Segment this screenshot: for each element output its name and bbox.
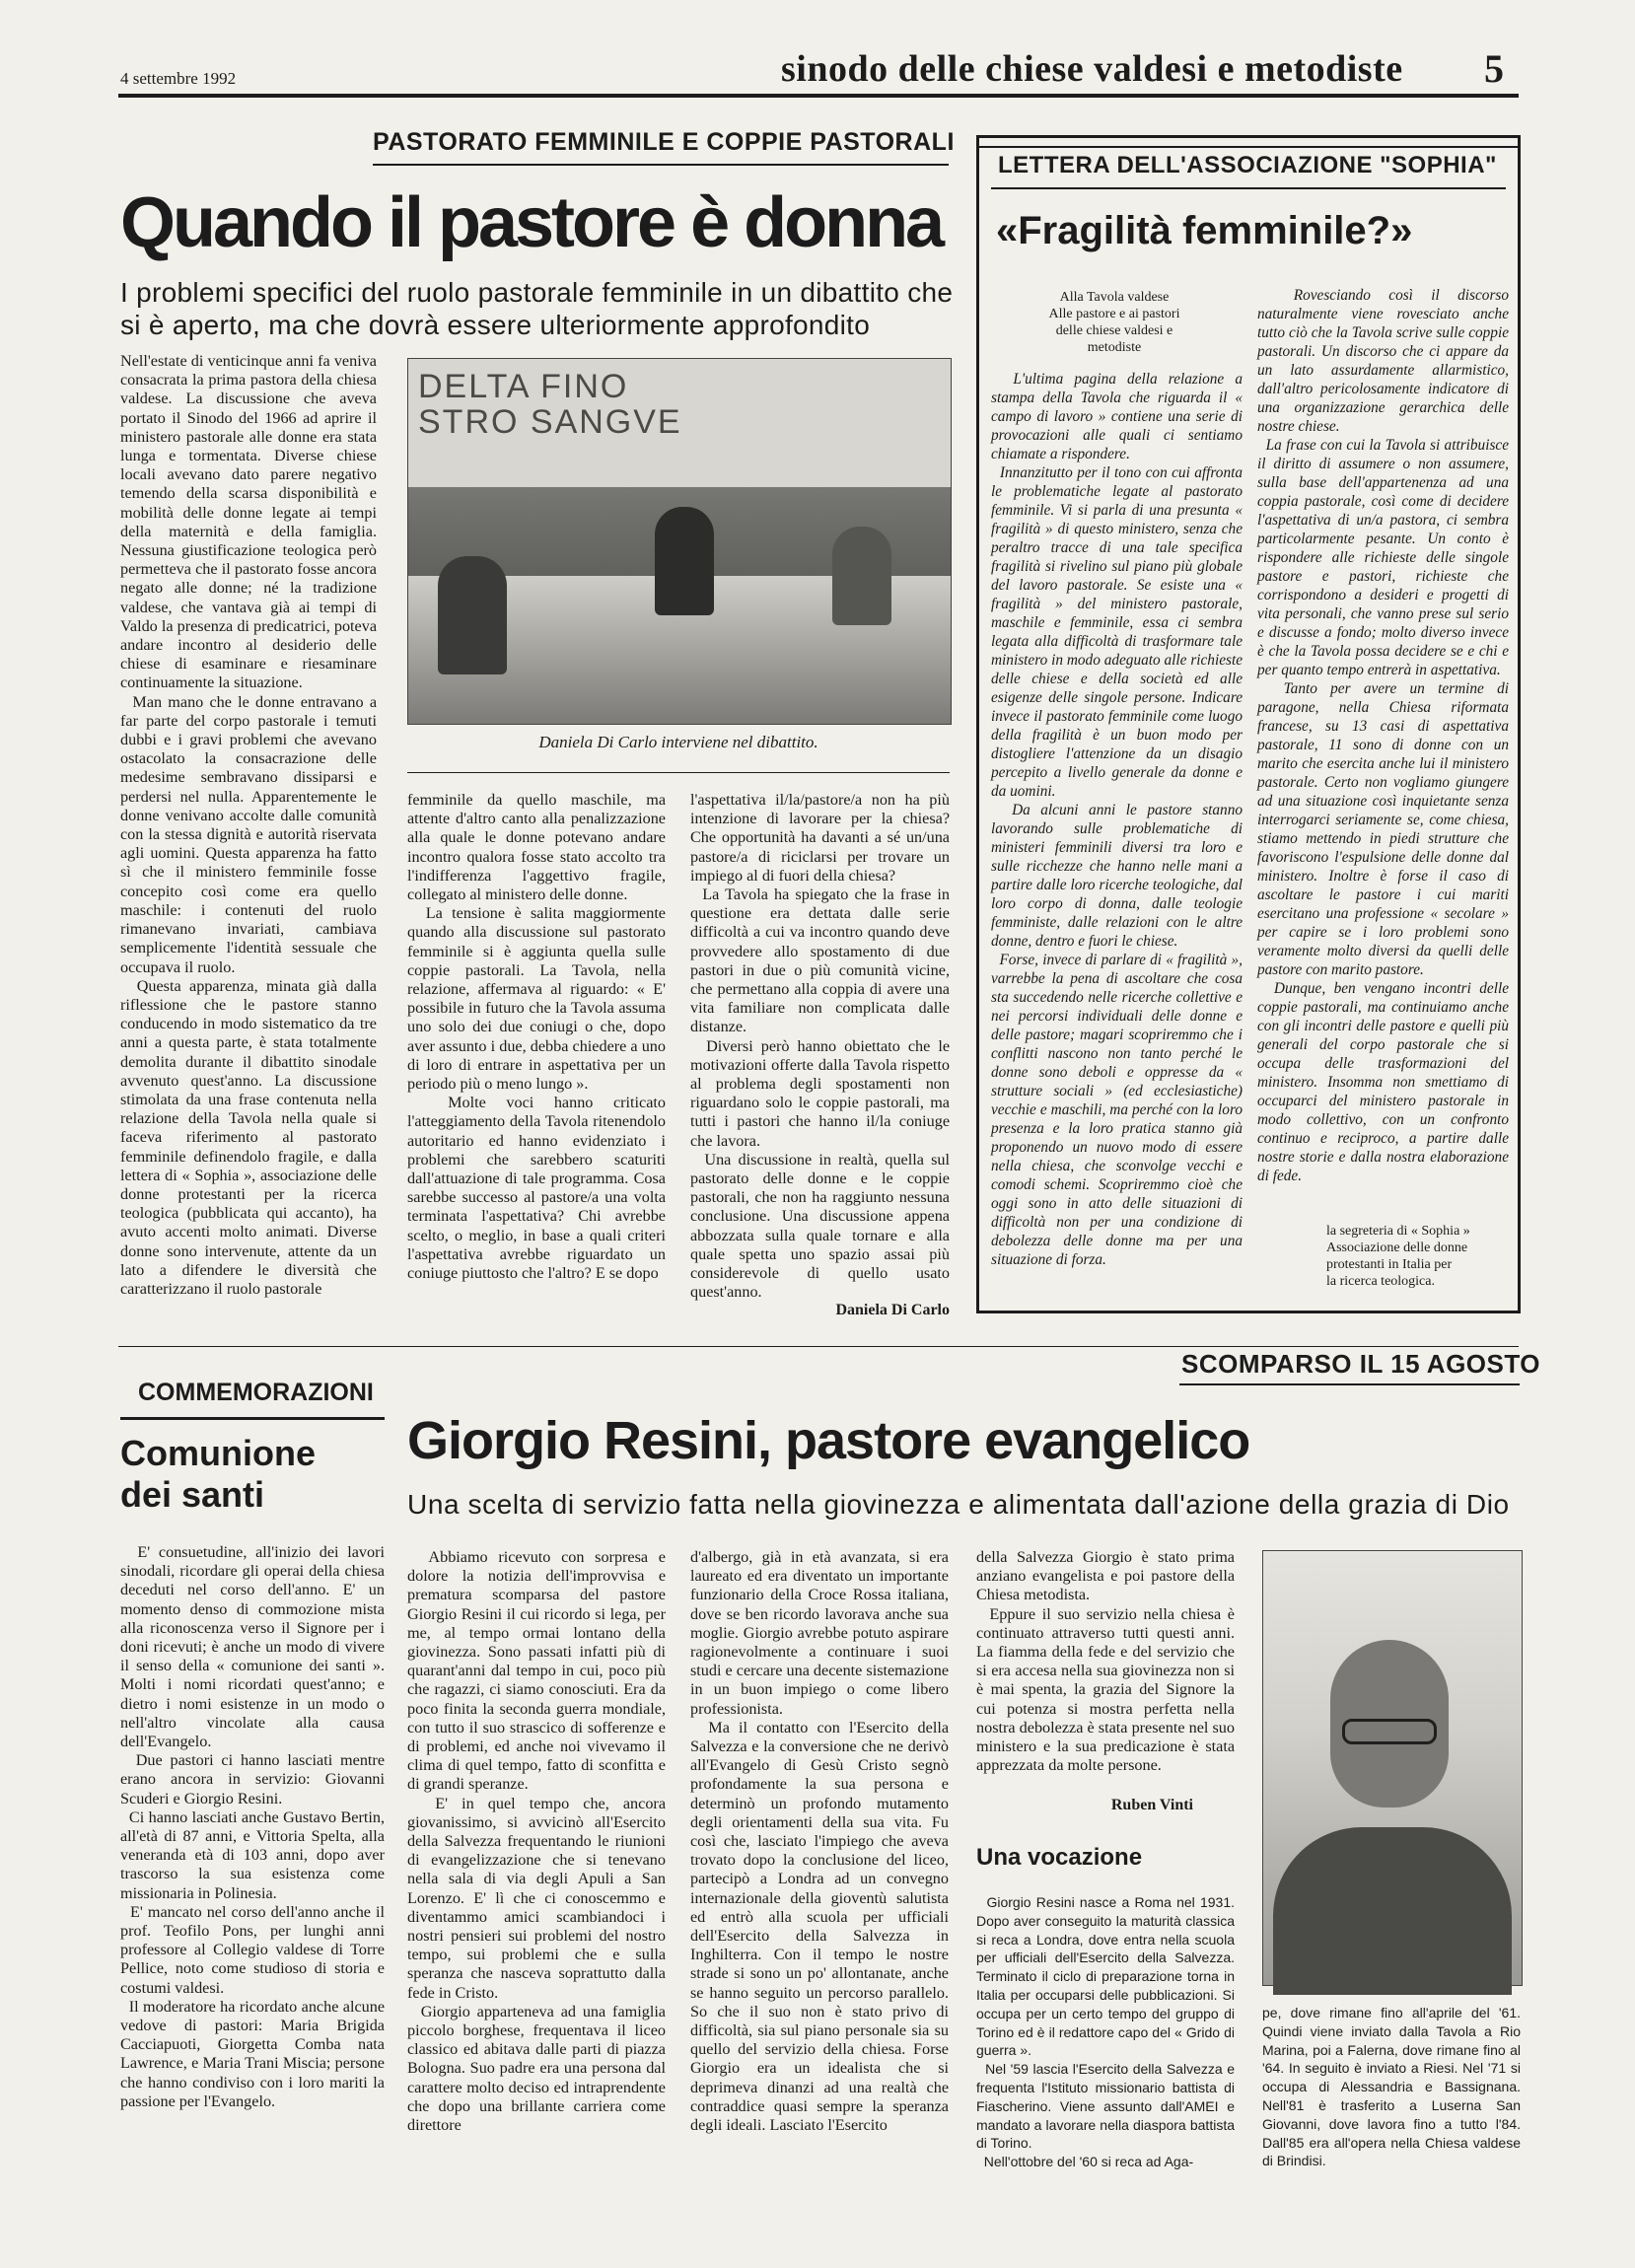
resini-author: Ruben Vinti [1110,1797,1193,1813]
portrait-glasses [1342,1719,1437,1744]
main-article-author: Daniela Di Carlo [835,1302,950,1318]
photo-caption: Daniela Di Carlo interviene nel dibattito. [538,733,818,751]
resini-kicker: SCOMPARSO IL 15 AGOSTO [1181,1349,1540,1379]
vocazione-subhead: Una vocazione [976,1844,1143,1871]
sophia-kicker: LETTERA DELL'ASSOCIAZIONE "SOPHIA" [998,152,1497,178]
resini-portrait-photo [1262,1550,1523,1986]
kicker-rule [373,164,949,166]
main-deck: I problemi specifici del ruolo pastorale femminile in un dibattito che si è aperto, ma che dovrà essere ulteriormente approfondito [120,277,954,340]
photo-figure-left [438,556,507,674]
resini-column-3: della Salvezza Giorgio è stato prima anziano evangelista e poi pastore della Chiesa metodista. Eppure il suo servizio nella chiesa è continuato attraverso tutti questi anni. La fiamma della fede e del servizio che si era accesa nella sua giovinezza non si è mai spenta, la grazia del Signore la cui potenza si mostra perfetta nella nostra debolezza è stata presente nel suo ministero e la sua predicazione è stata apprezzata da molte persone. [976,1548,1235,1775]
main-article-column-3: l'aspettativa il/la/pastore/a non ha più intenzione di lavorare per la chiesa? Che opportunità ha davanti a sé un/una pastore/a di riciclarsi per trovare un impiego al di fuori della chiesa? La Tavola ha spiegato che la frase in questione era dettata dalle serie difficoltà a cui va incontro quando deve provvedere allo spostamento di due pastori in due o più comunità vicine, che permettano alla coppia di avere una vita familiare non complicata dalle distanze. Diversi però hanno obiettato che le motivazioni offerte dalla Tavola rispetto al problema degli spostamenti non riguardano solo le coppie pastorali, ma tutti i pastori che hanno il/la coniuge che lavora. Una discussione in realtà, quella sul pastorato delle donne e le coppie pastorali, che non ha raggiunto nessuna conclusione. Una discussione appena abbozzata sulla quale tornare e alla quale spetta uno spazio assai più considerevole di quello usato quest'anno. [690,791,951,1302]
commemorazioni-label: COMMEMORAZIONI [138,1379,374,1406]
section-divider [118,1346,1519,1347]
photo-figure-right [832,527,891,625]
main-article-column-2: femminile da quello maschile, ma attente d'altro canto alla penalizzazione alla quale le donne potevano andare incontro qualora fosse stato accolto tra l'indifferenza l'aggettivo fragile, collegato al ministero delle donne. La tensione è salita maggiormente quando alla discussione sul pastorato femminile si è aggiunta quella sulle coppie pastorali. La Tavola, nella relazione, affermava al riguardo: « E' possibile in futuro che la Tavola assuma uno solo dei due coniugi o che, dopo aver assunto i due, debba chiedere a uno di loro di entrare in aspettativa per un periodo più o meno lungo ». Molte voci hanno criticato l'atteggiamento della Tavola ritenendolo autoritario ed hanno evidenziato i problemi che sarebbero scaturiti dall'attuazione di tale programma. Cosa sarebbe successo al pastore/a una volta terminata l'aspettativa? Chi avrebbe scelto, o meglio, in base a quali criteri l'aspettativa avrebbe riguardato un coniuge piuttosto che l'altro? E se dopo [407,791,667,1283]
commemorazioni-body: E' consuetudine, all'inizio dei lavori sinodali, ricordare gli operai della chiesa deceduti nel corso dell'anno. E' un momento denso di commozione mista alla riconoscenza verso il Signore per i doni ricevuti; è anche un modo di vivere il senso della « comunione dei santi ». Molti i nomi ricordati quest'anno; e dietro i nomi esistenze in un modo o nell'altro vincolate alla causa dell'Evangelo. Due pastori ci hanno lasciati mentre erano ancora in servizio: Giovanni Scuderi e Giorgio Resini. Ci hanno lasciati anche Gustavo Bertin, all'età di 87 anni, e Vittoria Spelta, alla veneranda età di 103 anni, dopo aver trascorso la sua esistenza come missionaria in Polinesia. E' mancato nel corso dell'anno anche il prof. Teofilo Pons, per lunghi anni professore al Collegio valdese di Torre Pellice, noto come studioso di storia e costumi valdesi. Il moderatore ha ricordato anche alcune vedove di pastori: Maria Brigida Cacciapuoti, Giorgetta Comba nata Lawrence, e Maria Trani Miscia; persone che hanno condiviso con i loro mariti la passione per l'Evangelo. [120,1543,386,2110]
debate-photo [407,358,952,725]
sophia-column-1: L'ultima pagina della relazione a stampa della Tavola che riguarda il « campo di lavoro » contiene una serie di provocazioni alle quali ci sentiamo chiamate a rispondere. Innanzitutto per il tono con cui affronta le problematiche legate al pastorato femminile. Vi si parla di una presunta « fragilità » di questo ministero, senza che peraltro tracce di una tale specifica fragilità si rivelino sul piano più globale del lavoro pastorale. Se esiste una « fragilità » del ministero pastorale, maschile e femminile, essa ci sembra legata alla difficoltà di trasformare tale ministero in modo adeguato alle richieste delle chiese e della società ed alle esigenze delle singole persone. Indicare invece il pastorato femminile come luogo della fragilità è un buon modo per distogliere l'attenzione da un disagio percepito a livello generale da donne e da uomini. Da alcuni anni le pastore stanno lavorando sulle problematiche di ministeri femminili diversi tra loro e sulle ricchezze che hanno nelle mani a partire dalle loro ricerche teologiche, dal loro corpo di donna, dalle teologie femministe, dalle relazioni con le altre donne, dentro e fuori le chiese. Forse, invece di parlare di « fragilità », varrebbe la pena di ascoltare che cosa sta succedendo nelle ricerche collettive e nei percorsi individuali delle donne e delle pastore; magari scopriremmo che i conflitti nascono non tanto perché le donne sono deboli e oppresse da « strutture sociali » (ed ecclesiastiche) vecchie e maschili, ma perché con la loro presenza e la loro pratica stanno già proponendo un nuovo modo di essere nella chiesa, che sconvolge vecchi e comodi schemi. Scopriremmo cioè che oggi sono in atto delle situazioni di difficoltà non per una condizione di debolezza delle donne ma per una situazione di forza. [991,371,1243,1268]
main-kicker: PASTORATO FEMMINILE E COPPIE PASTORALI [373,128,955,156]
resini-column-2: d'albergo, già in età avanzata, si era laureato ed era diventato un importante funzionario della Croce Rossa italiana, dove se ben ricordo lavorava anche sua moglie. Giorgio avrebbe potuto aspirare ragionevolmente a continuare i suoi studi e cercare una decente sistemazione in un buon impiego o come libero professionista. Ma il contatto con l'Esercito della Salvezza e la conversione che ne derivò all'Evangelo di Gesù Cristo segnò profondamente la sua persona e determinò un profondo mutamento degli orientamenti della sua vita. Fu così che, lasciato l'impiego che aveva trovato dopo la conclusione del liceo, partecipò a Londra ad un convegno internazionale della gioventù salutista ed entrò alla scuola per ufficiali dell'Esercito della Salvezza in Inghilterra. Con il tempo le nostre strade si sono un po' allontanate, anche se hanno seguito un percorso parallelo. So che il suo non è stato privo di difficoltà, sia sul piano personale sia su quello del servizio della chiesa. Forse Giorgio era un idealista che si deprimeva dinanzi ad una realtà che contraddice quasi sempre la speranza degli ideali. Lasciato l'Esercito [690,1548,950,2135]
newspaper-title: sinodo delle chiese valdesi e metodiste [781,48,1403,90]
sophia-top-rule [979,146,1518,148]
vocazione-column-2: pe, dove rimane fino all'aprile del '61. Quindi viene inviato dalla Tavola a Rio Marina, poi a Falerna, dove rimane fino al '64. In seguito è inviato a Riesi. Nel '71 si occupa di Alessandria e Bassignana. Nell'81 è trasferito a Luserna San Giovanni, dove lavora fino a tutto l'84. Dall'85 era all'opera nella Chiesa valdese di Brindisi. [1262,2005,1525,2169]
sophia-kicker-rule [991,187,1506,189]
sophia-column-2: Rovesciando così il discorso naturalmente viene rovesciato anche tutto ciò che la Tavola scrive sulle coppie pastorali. Un discorso che ci appare da un lato assurdamente allarmistico, dall'altro pericolosamente indicatore di una organizzazione gerarchica delle nostre chiese. La frase con cui la Tavola si attribuisce il diritto di assumere o non assumere, sulla base dell'appartenenza ad una coppia pastorale, così come di decidere l'aspettativa di un/a pastora, ci sembra particolarmente pesante. Un conto è rispondere alle richieste delle singole pastore e pastori, richieste che corrispondono a desideri e progetti di vita personali, che vanno prese sul serio e discusse a fondo; molto diverso invece è che la Tavola possa decidere se e chi e per quanto tempo entrerà in aspettativa. Tanto per avere un termine di paragone, nella Chiesa riformata francese, su 13 casi di aspettativa pastorale, 11 sono di donne con un marito che esercita anche lui il ministero pastorale. Certo non vogliamo giungere ad una situazione così inquietante senza interrogarci seriamente se, come chiesa, stiamo mettendo in piedi strutture che favoriscono l'espulsione delle donne dal ministero. Inoltre è forse il caso di ascoltare le pastore i cui mariti esercitano una professione « secolare » per capire se i loro problemi sono veramente molto diversi da quelli delle pastore con marito pastore. Dunque, ben vengano incontri delle coppie pastorali, ma continuiamo anche con gli incontri delle pastore e quelli più generali del corpo pastorale che si occupa delle trasformazioni del ministero. Insomma non smettiamo di occuparci del ministero pastorale in modo collettivo, con un confronto continuo e reciproco, a partire dalle nostre storie e dalla nostra elaborazione di fede. [1257,287,1510,1184]
sophia-headline: «Fragilità femminile?» [996,209,1413,252]
photo-figure-speaker [655,507,714,615]
commemorazioni-rule [120,1417,385,1420]
issue-date: 4 settembre 1992 [120,69,237,88]
photo-banner-text: DELTA FINO STRO SANGVE [418,368,682,441]
main-headline: Quando il pastore è donna [120,183,943,262]
page-number: 5 [1484,46,1504,91]
masthead-rule [118,94,1519,98]
resini-deck: Una scelta di servizio fatta nella giovinezza e alimentata dall'azione della grazia di Dio [407,1489,1510,1520]
sophia-signature: la segreteria di « Sophia » Associazione delle donne protestanti in Italia per la ricerca teologica. [1326,1224,1470,1289]
portrait-shoulders [1273,1827,1512,1995]
resini-headline: Giorgio Resini, pastore evangelico [407,1411,1250,1470]
resini-column-1: Abbiamo ricevuto con sorpresa e dolore la notizia dell'improvvisa e prematura scomparsa del pastore Giorgio Resini il cui ricordo si lega, per me, al tempo ormai lontano della giovinezza. Sono passati infatti più di quarant'anni dal tempo in cui, poco più che ragazzi, ci siamo conosciuti. Era da poco finita la seconda guerra mondiale, con tutto il suo strascico di sofferenze e di problemi, ed anche noi vivevamo il clima di quel tempo, fatto di sconfitta e di grandi speranze. E' in quel tempo che, ancora giovanissimo, si avvicinò all'Esercito della Salvezza frequentando le riunioni di evangelizzazione che si tenevano nella sala di via degli Apuli a San Lorenzo. E' lì che ci conoscemmo e diventammo amici scambiandoci i nostri pensieri sui problemi del nostro tempo, sui problemi che e sulla speranza che nasceva soprattutto dalla fede in Cristo. Giorgio apparteneva ad una famiglia piccolo borghese, frequentava il liceo classico ed abitava dalle parti di piazza Bologna. Suo padre era una persona dal carattere molto deciso ed intraprendente che dopo una brillante carriera come direttore [407,1548,667,2135]
main-article-column-1: Nell'estate di venticinque anni fa veniva consacrata la prima pastora della chiesa valdese. La discussione che aveva portato il Sinodo del 1966 ad aprire il ministero pastorale alle donne era stata lunga e tormentata. Diverse chiese locali avevano dato parere negativo temendo della scarsa disponibilità e mobilità delle donne legate ai tempi della maternità e della famiglia. Nessuna giustificazione teologica però permetteva che il pastorato fosse ancora negato alle donne; né la tradizione valdese, che vantava già ai tempi di Valdo la presenza di predicatrici, poteva andare incontro al desiderio delle chiese di esaminare e riesaminare continuamente la situazione. Man mano che le donne entravano a far parte del corpo pastorale i temuti dubbi e i gravi problemi che avevano ostacolato la consacrazione delle medesime sembravano dissiparsi e perdersi nel nulla. Apparentemente le donne venivano accolte dalle comunità con la stessa dignità e autorità riservata agli uomini. Questa apparenza ha fatto sì che il ministero femminile fosse concepito così come era quello maschile: i contenuti del ruolo rimanevano invariati, cambiava semplicemente l'identità sessuale che occupava il ruolo. Questa apparenza, minata già dalla riflessione che le pastore stanno conducendo in modo sistematico da tre anni a questa parte, è stata totalmente demolita durante il dibattito sinodale avvenuto quest'anno. La discussione stimolata da una frase contenuta nella relazione della Tavola nella quale si faceva riferimento al pastorato femminile definendolo fragile, e dalla lettera di « Sophia », associazione delle donne protestanti per la ricerca teologica (pubblicata qui accanto), ha avuto accenti molto animati. Diverse donne sono intervenute, attente da un lato a difendere le diversità che caratterizzano il ruolo pastorale [120,352,378,1298]
sophia-address: Alla Tavola valdese Alle pastore e ai pastori delle chiese valdesi e metodiste [1048,290,1180,355]
vocazione-column: Giorgio Resini nasce a Roma nel 1931. Dopo aver conseguito la maturità classica si reca a Londra, dove entra nella scuola per ufficiali dell'Esercito della Salvezza. Terminato il ciclo di preparazione torna in Italia per occuparsi delle pubblicazioni. Si occupa per un certo tempo del gruppo di Torino ed è il redattore capo del « Grido di guerra ». Nel '59 lascia l'Esercito della Salvezza e frequenta l'Istituto missionario battista di Fiascherino. Viene assunto dall'AMEI e mandato a lavorare nella diaspora battista di Torino. Nell'ottobre del '60 si reca ad Aga- [976,1894,1236,2170]
resini-kicker-rule [1179,1383,1520,1385]
commemorazioni-headline: Comunione dei santi [120,1433,316,1515]
caption-rule [407,772,950,773]
